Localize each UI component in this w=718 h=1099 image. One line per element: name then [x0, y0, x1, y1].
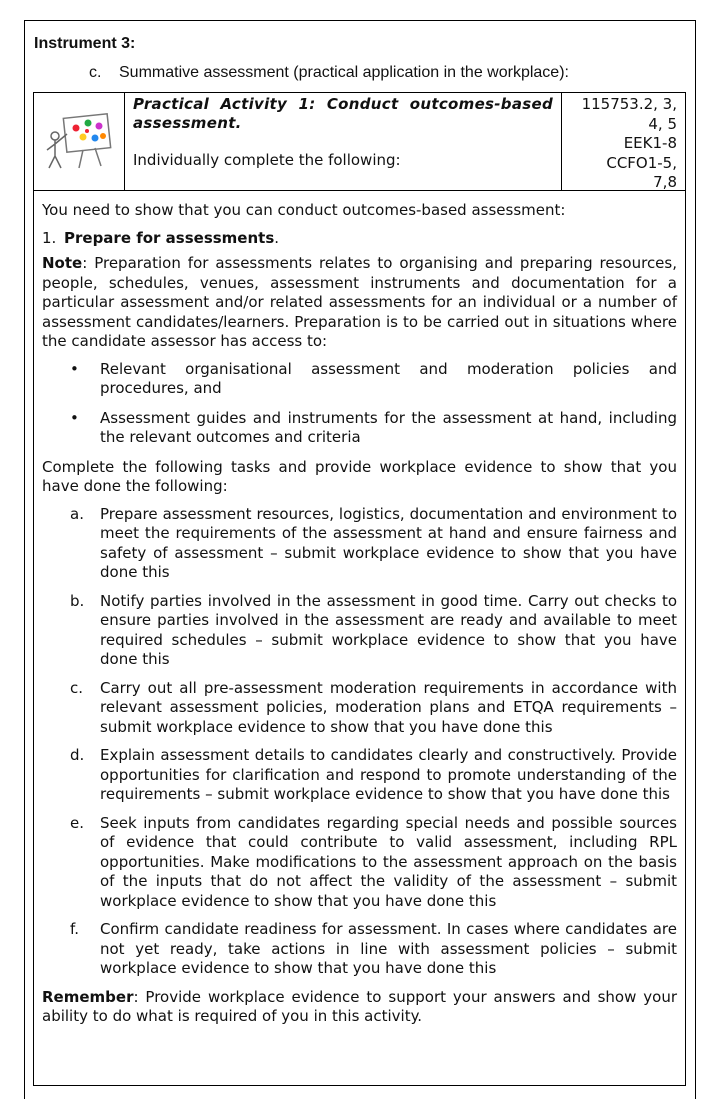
task-item [42, 505, 677, 583]
tasks-intro: Complete the following tasks and provide workplace evidence to show that you have done the following: [42, 457, 677, 495]
reference-line: CCFO1-5, [606, 153, 677, 172]
task-item [42, 679, 677, 738]
reference-line: 115753.2, 3, [581, 95, 677, 113]
activity-icon-cell [34, 93, 125, 190]
subheading-text: Summative assessment (practical application in the workplace): [119, 64, 569, 81]
task-text: Explain assessment details to candidates clearly and constructively. Provide opportunities for clarification and respond to promote understanding of the requirements – submit workplace evidence to show that you have done this [100, 746, 677, 803]
task-list [42, 505, 677, 979]
task-text: Confirm candidate readiness for assessment. In cases where candidates are not yet ready, take actions in line with assessment policies – submit workplace evidence to show that you have done this [100, 920, 677, 977]
reference-line: 4, 5 [648, 114, 677, 133]
section-number: 1. [42, 228, 57, 247]
remember-text: : Provide workplace evidence to support your answers and show your ability to do what is required of you in this activity. [42, 987, 677, 1025]
subheading [89, 64, 569, 82]
note-paragraph [42, 254, 677, 352]
task-text: Notify parties involved in the assessment in good time. Carry out checks to ensure parties involved in the assessment are ready and available to meet required schedules – submit workplace evidence to show that you have done this [100, 591, 677, 668]
activity-body [33, 191, 686, 1086]
remember-paragraph [42, 988, 677, 1027]
reference-line: 7,8 [653, 173, 677, 191]
activity-references [562, 93, 685, 190]
task-item [42, 814, 677, 912]
task-letter: c. [70, 678, 84, 697]
subheading-label: c. [89, 64, 102, 81]
activity-text-cell [125, 93, 562, 190]
intro-text: You need to show that you can conduct outcomes-based assessment: [42, 201, 566, 219]
task-letter: d. [70, 746, 85, 764]
activity-title: Practical Activity 1: Conduct outcomes-based assessment. [133, 95, 553, 132]
bullet-text: Relevant organisational assessment and moderation policies and procedures, and [100, 359, 677, 397]
task-letter: a. [70, 504, 84, 523]
note-text: : Preparation for assessments relates to organising and preparing resources, people, schedules, venues, assessment instruments and documentation for a particular assessment and/or related assessments for an individual or a number of assessment candidates/learners. Preparation is to be carried out in situations where the candidate assessor has access to: [42, 254, 677, 350]
bullet-item [42, 360, 677, 399]
task-text: Carry out all pre-assessment moderation requirements in accordance with relevant assessment policies, moderation plans and ETQA requirements – submit workplace evidence to show that you have done this [100, 678, 677, 736]
presenter-at-flipchart-icon [43, 110, 115, 174]
task-letter: e. [70, 813, 84, 832]
section-title: Prepare for assessments [64, 228, 275, 247]
activity-table [33, 92, 686, 191]
task-item [42, 592, 677, 670]
bullet-text: Assessment guides and instruments for the assessment at hand, including the relevant outcomes and criteria [100, 408, 677, 446]
task-text: Prepare assessment resources, logistics, documentation and environment to meet the requirements of the assessment at hand and ensure fairness and safety of assessment – submit workplace evidence to show that you have done this [100, 504, 677, 581]
section-title-suffix: . [274, 228, 280, 247]
task-letter: b. [70, 591, 85, 610]
bullet-item [42, 409, 677, 448]
bullet-symbol: • [70, 359, 79, 378]
note-label: Note [42, 254, 83, 272]
remember-label: Remember [42, 987, 134, 1006]
task-item [42, 746, 677, 805]
instrument-heading: Instrument 3: [34, 35, 136, 52]
activity-instruction: Individually complete the following: [133, 151, 401, 169]
task-letter: f. [70, 920, 79, 938]
task-item [42, 920, 677, 979]
bullet-symbol: • [70, 408, 79, 427]
resource-bullets [42, 360, 677, 448]
task-text: Seek inputs from candidates regarding special needs and possible sources of evidence that could contribute to valid assessment, including RPL opportunities. Make modifications to the assessment approach on the basis of the inputs that do not affect the validity of the assessment – submit workplace evidence to show that you have done this [100, 813, 677, 910]
section-heading [42, 229, 677, 249]
reference-line: EEK1-8 [623, 134, 677, 152]
